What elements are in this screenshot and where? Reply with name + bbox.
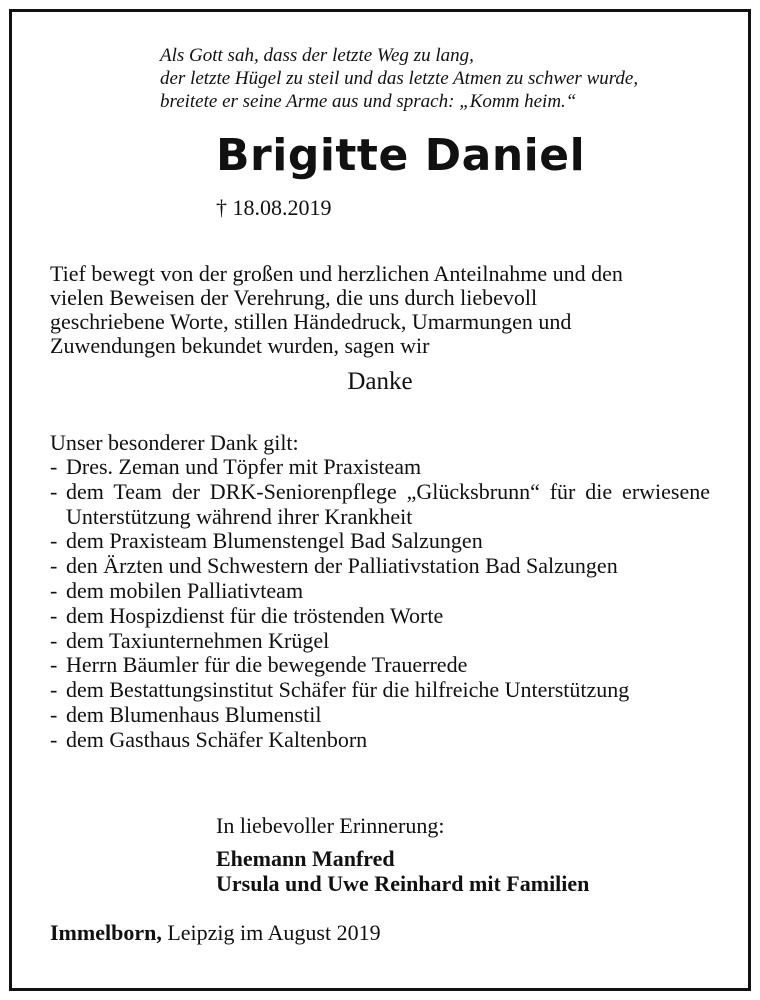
list-item-text: Herrn Bäumler für die bewegende Trauerrede <box>66 652 468 678</box>
list-item <box>50 629 710 654</box>
list-dash: - <box>50 454 58 479</box>
death-date: † 18.08.2019 <box>216 195 332 220</box>
list-item <box>50 678 710 703</box>
list-dash: - <box>50 701 58 727</box>
list-item <box>50 703 710 728</box>
list-dash: - <box>50 553 58 579</box>
place-rest: Leipzig im August 2019 <box>161 920 381 945</box>
thanks-heading: Unser besonderer Dank gilt: <box>50 430 299 455</box>
list-item-text: dem mobilen Palliativteam <box>66 577 304 603</box>
deceased-name: Brigitte Daniel <box>216 130 586 181</box>
quote-line: breitete er seine Arme aus und sprach: „Komm heim.“ <box>160 91 577 112</box>
signers-block <box>216 846 589 896</box>
intro-line: Tief bewegt von der großen und herzlichen Anteilnahme und den <box>50 261 623 286</box>
place-town: Immelborn, <box>50 920 162 945</box>
list-item-text: dem Taxiunternehmen Krügel <box>66 627 330 653</box>
place-date-line <box>50 920 381 946</box>
list-item <box>50 604 710 629</box>
list-dash: - <box>50 478 58 504</box>
quote-block <box>160 44 720 113</box>
list-item-text: dem Bestattungsinstitut Schäfer für die hilfreiche Unterstützung <box>66 677 630 703</box>
list-item-text: den Ärzten und Schwestern der Palliativstation Bad Salzungen <box>66 553 618 579</box>
list-item <box>50 529 710 554</box>
list-dash: - <box>50 577 58 603</box>
danke-heading: Danke <box>347 368 413 395</box>
list-dash: - <box>50 627 58 653</box>
intro-line: Zuwendungen bekundet wurden, sagen wir <box>50 333 430 358</box>
memory-line: In liebevoller Erinnerung: <box>216 813 445 838</box>
list-item-text: dem Blumenhaus Blumenstil <box>66 701 322 727</box>
thanks-list <box>50 455 710 753</box>
intro-line: geschriebene Worte, stillen Händedruck, Umarmungen und <box>50 309 572 334</box>
list-item-text: dem Hospizdienst für die tröstenden Worte <box>66 602 444 628</box>
list-item <box>50 579 710 604</box>
list-item-text: dem Gasthaus Schäfer Kaltenborn <box>66 726 368 752</box>
signer-line: Ursula und Uwe Reinhard mit Familien <box>216 871 590 896</box>
list-item-text: dem Team der DRK-Seniorenpflege „Glücksbrunn“ für die erwiesene Unterstützung während ihrer Krankheit <box>66 478 710 529</box>
list-item <box>50 455 710 480</box>
intro-line: vielen Beweisen der Verehrung, die uns durch liebevoll <box>50 285 538 310</box>
intro-text <box>50 262 720 358</box>
list-item-text: dem Praxisteam Blumenstengel Bad Salzungen <box>66 528 483 554</box>
quote-line: der letzte Hügel zu steil und das letzte Atmen zu schwer wurde, <box>160 68 639 89</box>
signer-line: Ehemann Manfred <box>216 846 395 871</box>
list-item <box>50 728 710 753</box>
list-item <box>50 653 710 678</box>
list-dash: - <box>50 652 58 678</box>
list-item <box>50 554 710 579</box>
list-dash: - <box>50 726 58 752</box>
list-item-text: Dres. Zeman und Töpfer mit Praxisteam <box>66 454 422 479</box>
quote-line: Als Gott sah, dass der letzte Weg zu lang, <box>160 45 474 66</box>
list-dash: - <box>50 602 58 628</box>
list-item <box>50 480 710 530</box>
list-dash: - <box>50 677 58 703</box>
list-dash: - <box>50 528 58 554</box>
